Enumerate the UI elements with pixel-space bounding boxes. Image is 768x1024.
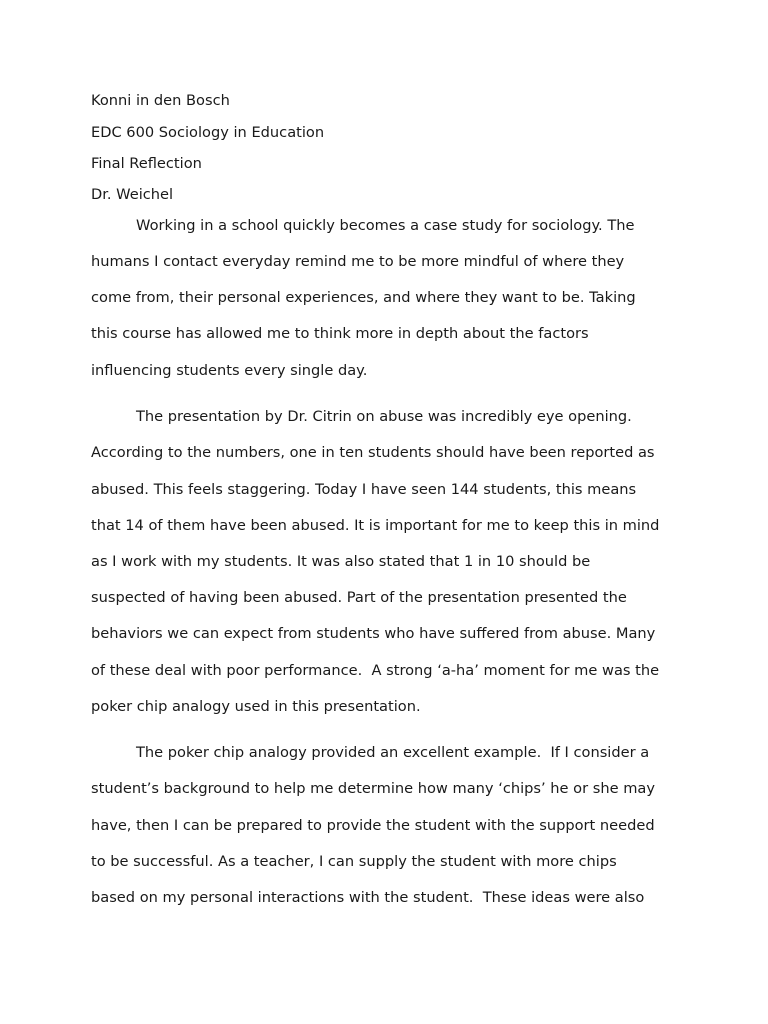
paragraph-line: have, then I can be prepared to provide the student with the support needed [91, 817, 655, 834]
paragraph-line: come from, their personal experiences, and where they want to be. Taking [91, 289, 636, 306]
paragraph-line: student’s background to help me determine how many ‘chips’ he or she may [91, 780, 656, 797]
paragraph-line: humans I contact everyday remind me to be more mindful of where they [91, 253, 625, 270]
paragraph-line: suspected of having been abused. Part of the presentation presented the [91, 589, 627, 606]
paragraph-line: that 14 of them have been abused. It is important for me to keep this in mind [91, 517, 660, 534]
paragraph-line: as I work with my students. It was also stated that 1 in 10 should be [91, 553, 591, 570]
paragraph-line: influencing students every single day. [91, 362, 368, 379]
paragraph-line: of these deal with poor performance. A strong ‘a-ha’ moment for me was the [91, 662, 660, 679]
paragraph-line: this course has allowed me to think more in depth about the factors [91, 325, 589, 342]
paragraph-line: to be successful. As a teacher, I can supply the student with more chips [91, 853, 617, 870]
paragraph-line: poker chip analogy used in this presentation. [91, 698, 421, 715]
instructor-name: Dr. Weichel [91, 186, 174, 203]
course-name: EDC 600 Sociology in Education [91, 124, 325, 141]
paragraph-line: Working in a school quickly becomes a case study for sociology. The [136, 217, 635, 234]
author-name: Konni in den Bosch [91, 92, 230, 109]
paragraph-line: abused. This feels staggering. Today I have seen 144 students, this means [91, 481, 637, 498]
paragraph-line: behaviors we can expect from students who have suffered from abuse. Many [91, 625, 656, 642]
paragraph-line: The poker chip analogy provided an excellent example. If I consider a [136, 744, 650, 761]
paragraph-line: The presentation by Dr. Citrin on abuse was incredibly eye opening. [136, 408, 632, 425]
paragraph-line: According to the numbers, one in ten students should have been reported as [91, 444, 655, 461]
paragraph-line: based on my personal interactions with the student. These ideas were also [91, 889, 645, 906]
assignment-title: Final Reflection [91, 155, 202, 172]
